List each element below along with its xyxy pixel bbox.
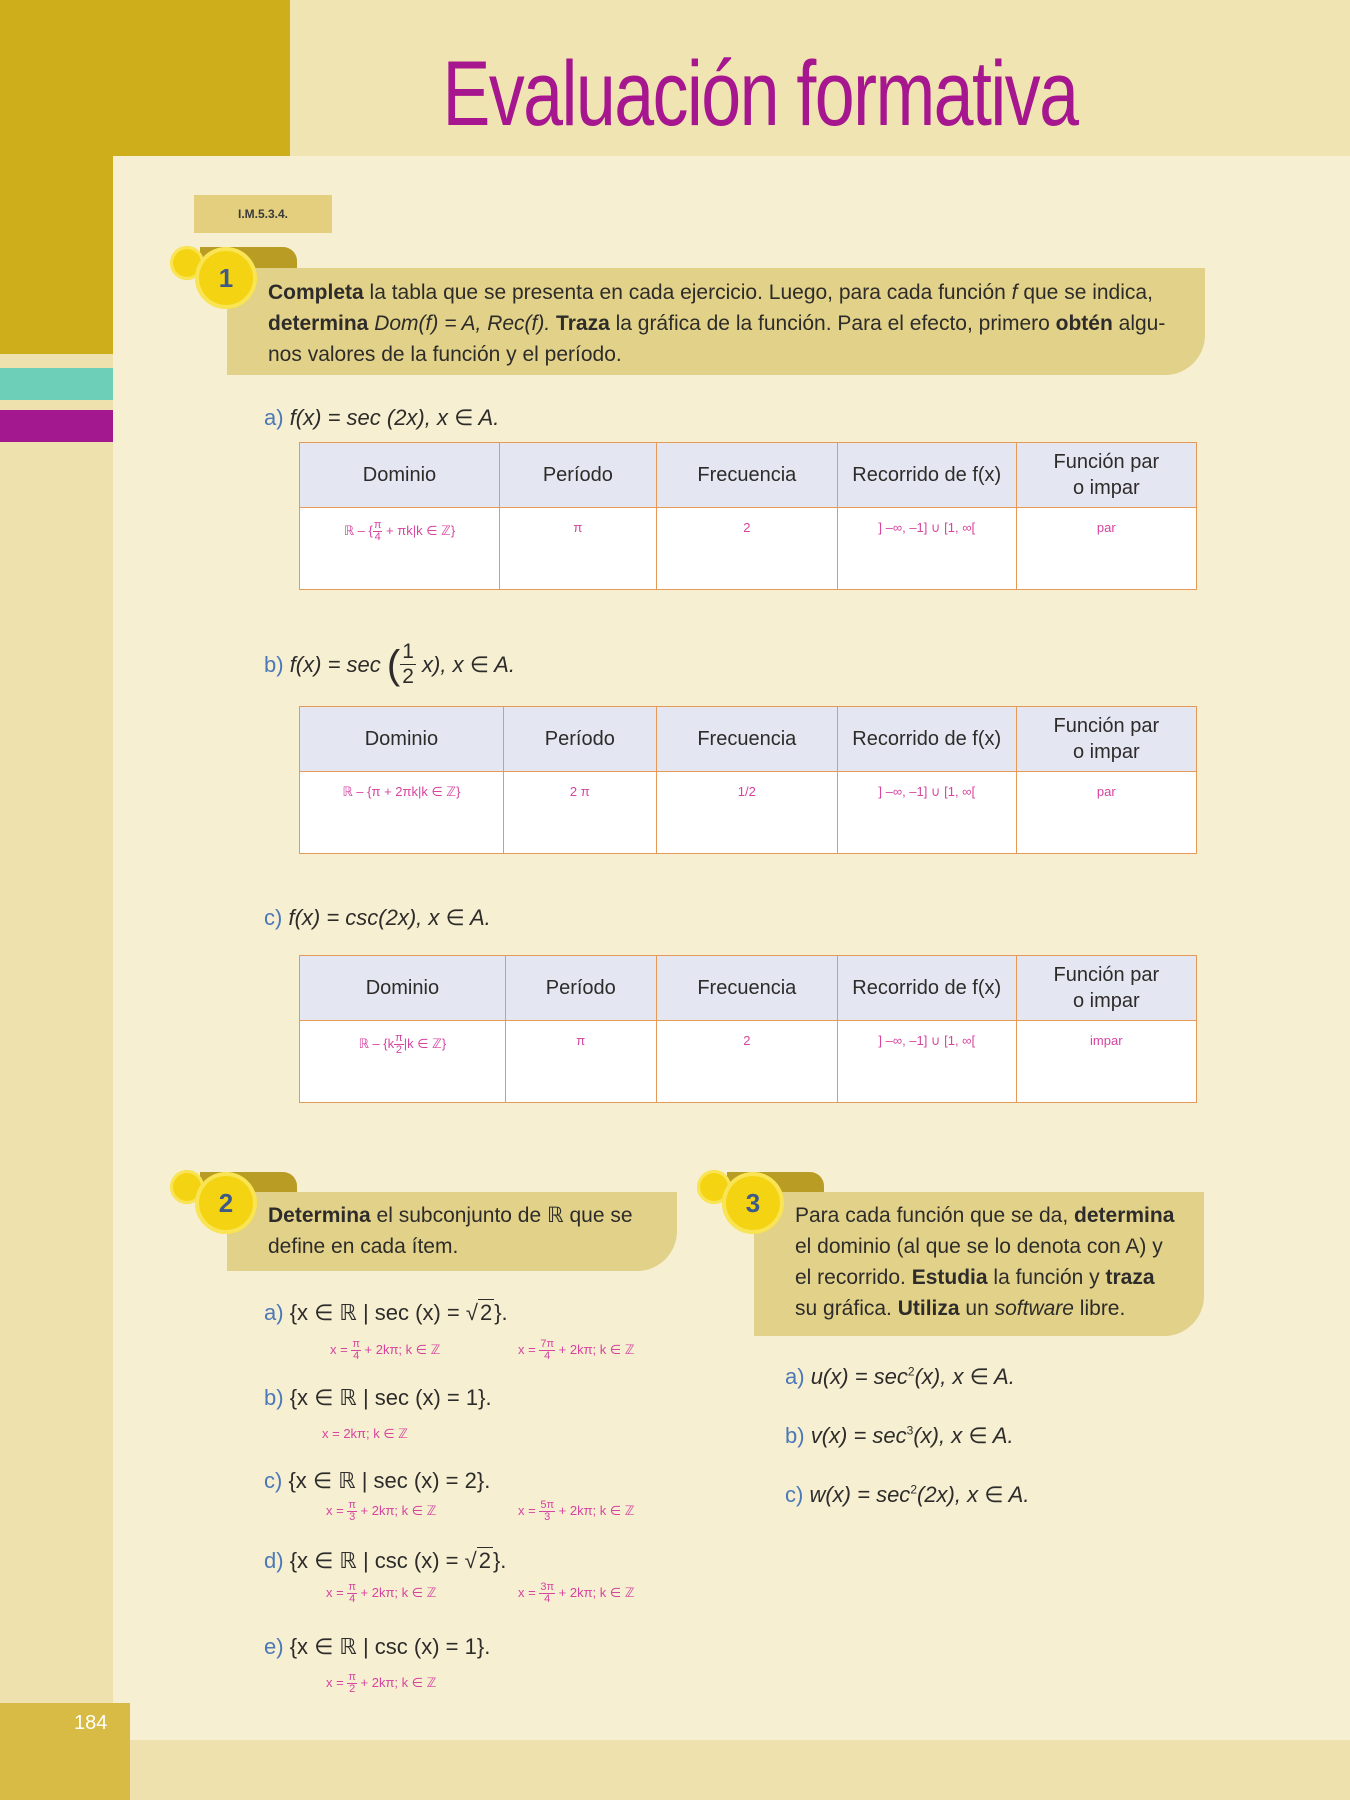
magenta-side-strip: [0, 410, 113, 442]
cell-dominio: ℝ – {π + 2πk|k ∈ ℤ}: [300, 772, 504, 854]
cell-recorrido: ] –∞, –1] ∪ [1, ∞[: [837, 508, 1016, 590]
header-periodo: Período: [503, 707, 656, 772]
header-recorrido: Recorrido de f(x): [837, 443, 1016, 508]
header-frecuencia: Frecuencia: [656, 707, 837, 772]
page-title: Evaluación formativa: [442, 43, 1078, 145]
ex2c-solution-1: x = $\frac{\pi}{3}$ + 2kπ; k ∈ ℤ: [326, 1499, 437, 1523]
ex3-number-badge: 3: [722, 1172, 784, 1234]
cell-periodo: π: [505, 1021, 656, 1103]
footer-band: [113, 1740, 1350, 1800]
ex1b-expression: b) f(x) = sec ( 1 2 x), x ∈ A.: [264, 640, 515, 688]
header-paridad: Función par o impar: [1016, 443, 1196, 508]
ex2d-solution-2: x = $\frac{3\pi}{4}$ + 2kπ; k ∈ ℤ: [518, 1581, 635, 1605]
header-dominio: Dominio: [300, 443, 500, 508]
ex2c-set: c) {x ∈ ℝ | sec (x) = 2}.: [264, 1468, 491, 1493]
header-paridad: Función par o impar: [1016, 707, 1196, 772]
cell-paridad: par: [1016, 772, 1196, 854]
ex2c-solution-2: x = $\frac{5\pi}{3}$ + 2kπ; k ∈ ℤ: [518, 1499, 635, 1523]
ex1-instructions: Completa la tabla que se presenta en cada ejercicio. Luego, para cada función f que se indica, determina Dom(f) = A, Rec(f). Traza la gráfica de la función. Para el efecto, primero obtén algu- nos valores de la función y el período.: [227, 268, 1205, 375]
header-periodo: Período: [505, 956, 656, 1021]
header-frecuencia: Frecuencia: [656, 443, 837, 508]
cell-periodo: 2 π: [503, 772, 656, 854]
ex1-number-badge: 1: [195, 247, 257, 309]
header-frecuencia: Frecuencia: [656, 956, 837, 1021]
cell-recorrido: ] –∞, –1] ∪ [1, ∞[: [837, 772, 1016, 854]
ex1a-expression: a) f(x) = sec (2x), x ∈ A.: [264, 405, 500, 430]
ex2-instructions: Determina el subconjunto de ℝ que se define en cada ítem.: [227, 1192, 677, 1271]
header-recorrido: Recorrido de f(x): [837, 956, 1016, 1021]
gold-side-strip: [0, 156, 113, 354]
skill-code: I.M.5.3.4.: [194, 195, 332, 233]
cell-recorrido: ] –∞, –1] ∪ [1, ∞[: [837, 1021, 1016, 1103]
ex2e-solution-1: x = $\frac{\pi}{2}$ + 2kπ; k ∈ ℤ: [326, 1671, 437, 1695]
ex1b-table: [299, 706, 1197, 854]
ex1c-table: [299, 955, 1197, 1103]
header-dominio: Dominio: [300, 707, 504, 772]
ex3c-function: c) $w(x) = \sec^2(2x)$, x ∈ A.: [785, 1482, 1030, 1507]
cell-frecuencia: 2: [656, 1021, 837, 1103]
page-number: 184: [74, 1712, 108, 1734]
ex3b-function: b) $v(x) = \sec^3(x)$, x ∈ A.: [785, 1423, 1014, 1448]
cell-dominio: ℝ – {k $\frac{\pi}{2}$ |k ∈ ℤ}: [300, 1021, 506, 1103]
ex1a-table: [299, 442, 1197, 590]
left-margin-band: [0, 156, 113, 1800]
teal-side-strip: [0, 368, 113, 400]
ex2a-solution-1: x = $\frac{\pi}{4}$ + 2kπ; k ∈ ℤ: [330, 1338, 441, 1362]
cell-frecuencia: 1/2: [656, 772, 837, 854]
cell-dominio: ℝ – { $\frac{\pi}{4}$ + πk|k ∈ ℤ}: [300, 508, 500, 590]
ex2a-set: a) {x ∈ ℝ | sec (x) = √2}.: [264, 1300, 508, 1325]
header-periodo: Período: [499, 443, 656, 508]
ex2d-set: d) {x ∈ ℝ | csc (x) = √2}.: [264, 1548, 507, 1573]
ex2a-solution-2: x = $\frac{7\pi}{4}$ + 2kπ; k ∈ ℤ: [518, 1338, 635, 1362]
ex2e-set: e) {x ∈ ℝ | csc (x) = 1}.: [264, 1634, 491, 1659]
header-paridad: Función par o impar: [1016, 956, 1196, 1021]
ex2-number-badge: 2: [195, 1172, 257, 1234]
header-dominio: Dominio: [300, 956, 506, 1021]
cell-paridad: impar: [1016, 1021, 1196, 1103]
ex2b-solution-1: x = 2kπ; k ∈ ℤ: [322, 1426, 408, 1441]
cell-paridad: par: [1016, 508, 1196, 590]
cell-frecuencia: 2: [656, 508, 837, 590]
cell-periodo: π: [499, 508, 656, 590]
ex2d-solution-1: x = $\frac{\pi}{4}$ + 2kπ; k ∈ ℤ: [326, 1581, 437, 1605]
header-recorrido: Recorrido de f(x): [837, 707, 1016, 772]
ex1c-expression: c) f(x) = csc(2x), x ∈ A.: [264, 905, 491, 930]
gold-corner-block: [0, 0, 290, 156]
ex2b-set: b) {x ∈ ℝ | sec (x) = 1}.: [264, 1385, 492, 1410]
ex3-instructions: Para cada función que se da, determina el dominio (al que se lo denota con A) y el recorrido. Estudia la función y traza su gráfica. Utiliza un software libre.: [754, 1192, 1204, 1336]
ex3a-function: a) $u(x) = \sec^2(x)$, x ∈ A.: [785, 1364, 1015, 1389]
